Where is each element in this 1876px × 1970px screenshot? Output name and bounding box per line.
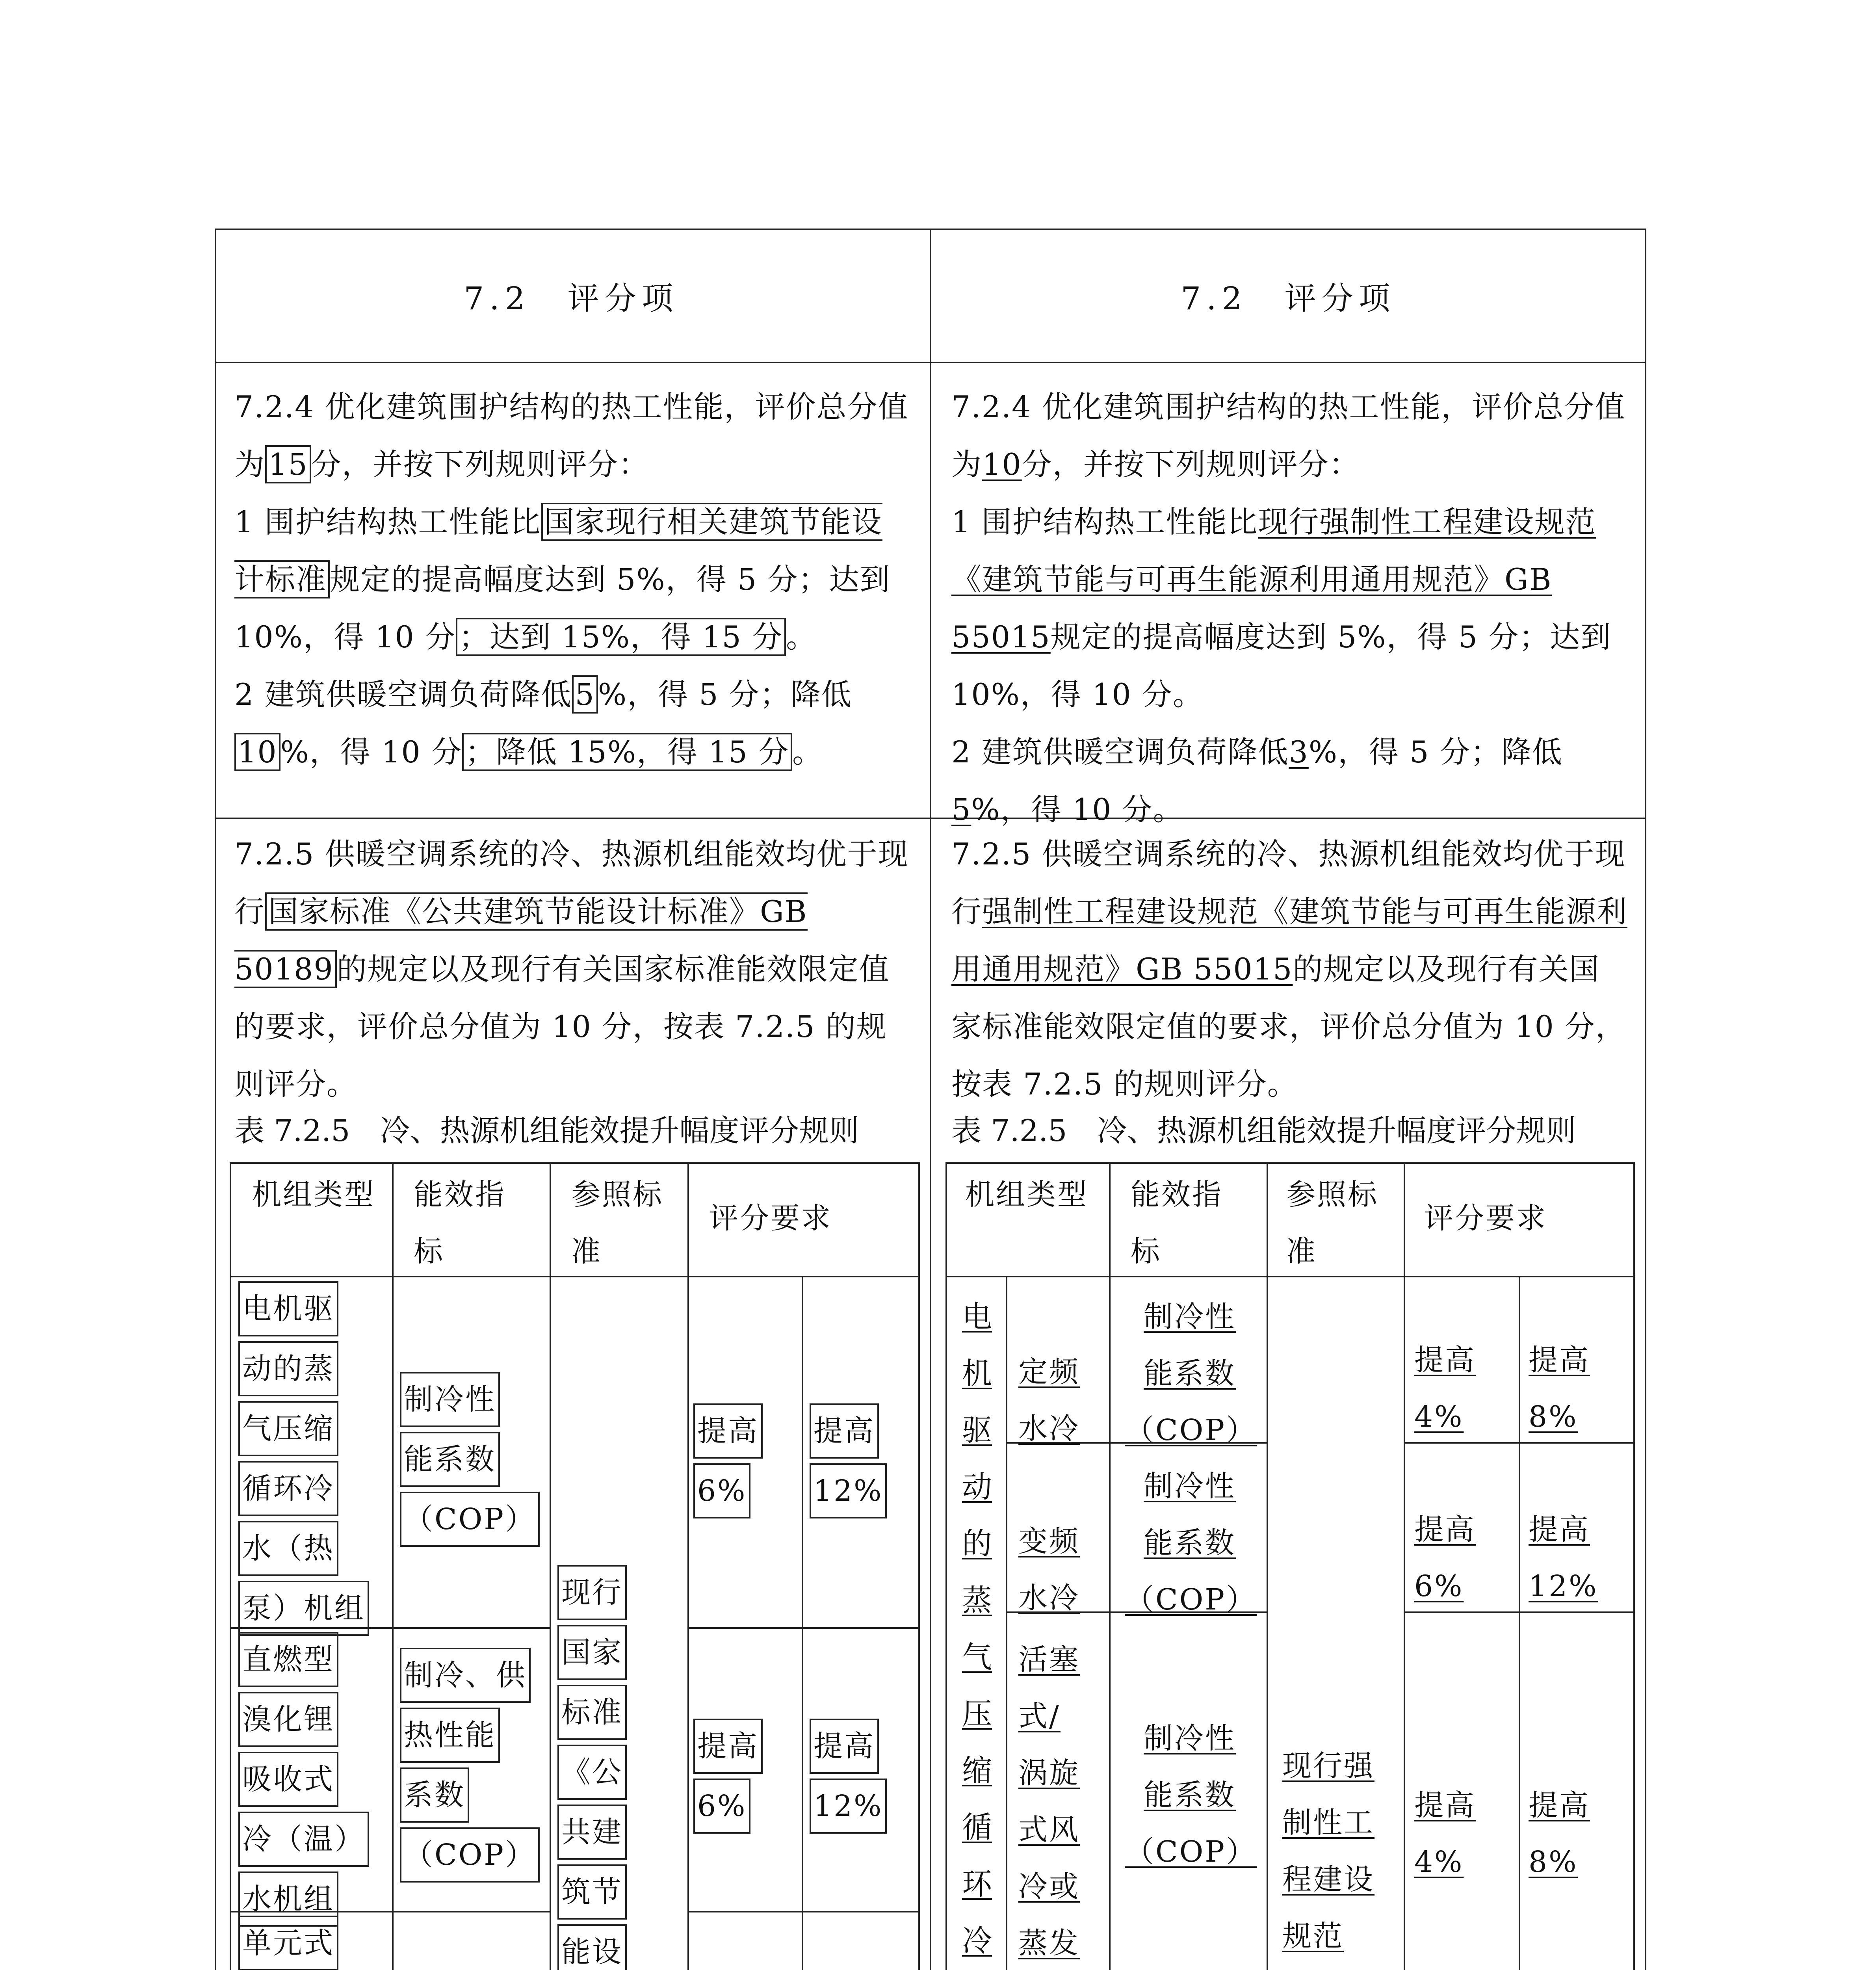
efficiency-index-cell: 制冷、供 热性能 系数 （COP） <box>400 1647 540 1886</box>
unit-type-cell: 单元式 <box>238 1915 369 1970</box>
reference-box: 国家现行相关建筑节能设计标准 <box>234 503 882 598</box>
requirement-cell: 提高 6% <box>693 1403 763 1522</box>
left-column-title: 7.2 评分项 <box>464 280 679 317</box>
subtype-cell: 定频 水冷 <box>1018 1355 1080 1446</box>
extra-rule-box: ；降低 15%，得 15 分 <box>462 733 792 771</box>
value-box: 5 <box>572 675 598 714</box>
subtype-cell: 变频 水冷 <box>1018 1524 1080 1615</box>
requirement-cell: 提高 12% <box>810 1403 887 1522</box>
header-scoring-requirement: 评分要求 <box>709 1201 832 1235</box>
requirement-cell: 提高 12% <box>1529 1513 1598 1603</box>
header-unit-type: 机组类型 <box>252 1178 375 1212</box>
subtype-cell: 活塞 式/ 涡旋 式风 冷或 蒸发 <box>1018 1643 1080 1960</box>
reference-standard-cell: 现行 国家 标准 《公 共建 筑节 能设 <box>557 1564 675 1970</box>
reference-box: 国家标准《公共建筑节能设计标准》GB 50189 <box>234 892 808 988</box>
extra-rule-box: ；达到 15%，得 15 分 <box>456 618 786 656</box>
unit-type-cell: 电机驱 动的蒸 气压缩 循环冷 水（热 泵）机组 <box>238 1280 369 1640</box>
requirement-cell: 提高 6% <box>1414 1513 1476 1603</box>
column-divider <box>930 229 931 1970</box>
header-reference-standard: 参照标准 <box>571 1178 663 1268</box>
value-box: 10 <box>234 733 280 771</box>
comparison-table <box>215 229 1649 1970</box>
header-reference-standard: 参照标准 <box>1286 1178 1378 1268</box>
group-label-vertical: 电 机 驱 动 的 蒸 气 压 缩 循 环 冷 <box>962 1299 992 1958</box>
efficiency-index-cell: 制冷性 能系数 （COP） <box>1125 1721 1257 1869</box>
right-column-title: 7.2 评分项 <box>1181 280 1396 317</box>
score-box: 15 <box>265 445 311 483</box>
efficiency-index-cell: 制冷性 能系数 （COP） <box>1125 1300 1257 1447</box>
score-value: 10 <box>982 447 1022 482</box>
unit-type-cell: 直燃型 溴化锂 吸收式 冷（温） 水机组 <box>238 1631 369 1931</box>
value-text: 5 <box>951 792 971 827</box>
reference-text: 现行强制性工程建设规范《建筑节能与可再生能源利用通用规范》GB 55015 <box>951 504 1596 654</box>
requirement-cell: 提高 8% <box>1529 1343 1590 1434</box>
requirement-cell: 提高 4% <box>1414 1343 1476 1434</box>
header-unit-type: 机组类型 <box>965 1178 1088 1212</box>
table-caption-right: 表 7.2.5 冷、热源机组能效提升幅度评分规则 <box>951 1113 1576 1148</box>
item-7-2-5-right: 7.2.5 供暖空调系统的冷、热源机组能效均优于现行强制性工程建设规范《建筑节能与可再生能源利用通用规范》GB 55015的规定以及现行有关国家标准能效限定值的要求，评价总分值为 10 分，按表 7.2.5 的规则评分。 <box>951 836 1627 1102</box>
requirement-cell: 提高 6% <box>693 1718 763 1838</box>
requirement-cell: 提高 12% <box>810 1718 887 1838</box>
reference-text: 强制性工程建设规范《建筑节能与可再生能源利用通用规范》GB 55015 <box>951 894 1627 987</box>
header-efficiency-index: 能效指标 <box>414 1178 506 1268</box>
item-7-2-5-left: 7.2.5 供暖空调系统的冷、热源机组能效均优于现行 国家标准《公共建筑节能设计标准》GB 50189 的规定以及现行有关国家标准能效限定值的要求，评价总分值为 10 分，按表 7.2.5 的规则评分。 <box>234 836 909 1102</box>
requirement-cell: 提高 8% <box>1529 1788 1590 1879</box>
header-scoring-requirement: 评分要求 <box>1424 1201 1547 1235</box>
requirement-cell: 提高 4% <box>1414 1788 1476 1879</box>
table-caption-left: 表 7.2.5 冷、热源机组能效提升幅度评分规则 <box>234 1113 859 1148</box>
item-7-2-4-left: 7.2.4 优化建筑围护结构的热工性能，评价总分值为 15 分，并按下列规则评分： 1 围护结构热工性能比 国家现行相关建筑节能设计标准 规定的提高幅度达到 5%，得 5 分；达到 10%，得 10 分 ；达到 15%，得 15 分 。 2 建筑供暖空调负荷降低 5 %，得 5 分；降低10 %，得 10 分 ；降低 15%，得 15 分 。 <box>234 378 912 781</box>
item-7-2-4-right: 7.2.4 优化建筑围护结构的热工性能，评价总分值为10分，并按下列规则评分： 1 围护结构热工性能比现行强制性工程建设规范《建筑节能与可再生能源利用通用规范》GB 55015规定的提高幅度达到 5%，得 5 分；达到 10%，得 10 分。 2 建筑供暖空调负荷降低3%，得 5 分；降低5%，得 10 分。 <box>951 389 1626 827</box>
value-text: 3 <box>1289 734 1309 769</box>
reference-standard-cell: 现行强 制性工 程建设 规范 <box>1282 1749 1374 1953</box>
header-efficiency-index: 能效指标 <box>1131 1178 1223 1268</box>
efficiency-index-cell: 制冷性 能系数 （COP） <box>1125 1469 1257 1617</box>
efficiency-index-cell: 制冷性 能系数 （COP） <box>400 1371 540 1551</box>
